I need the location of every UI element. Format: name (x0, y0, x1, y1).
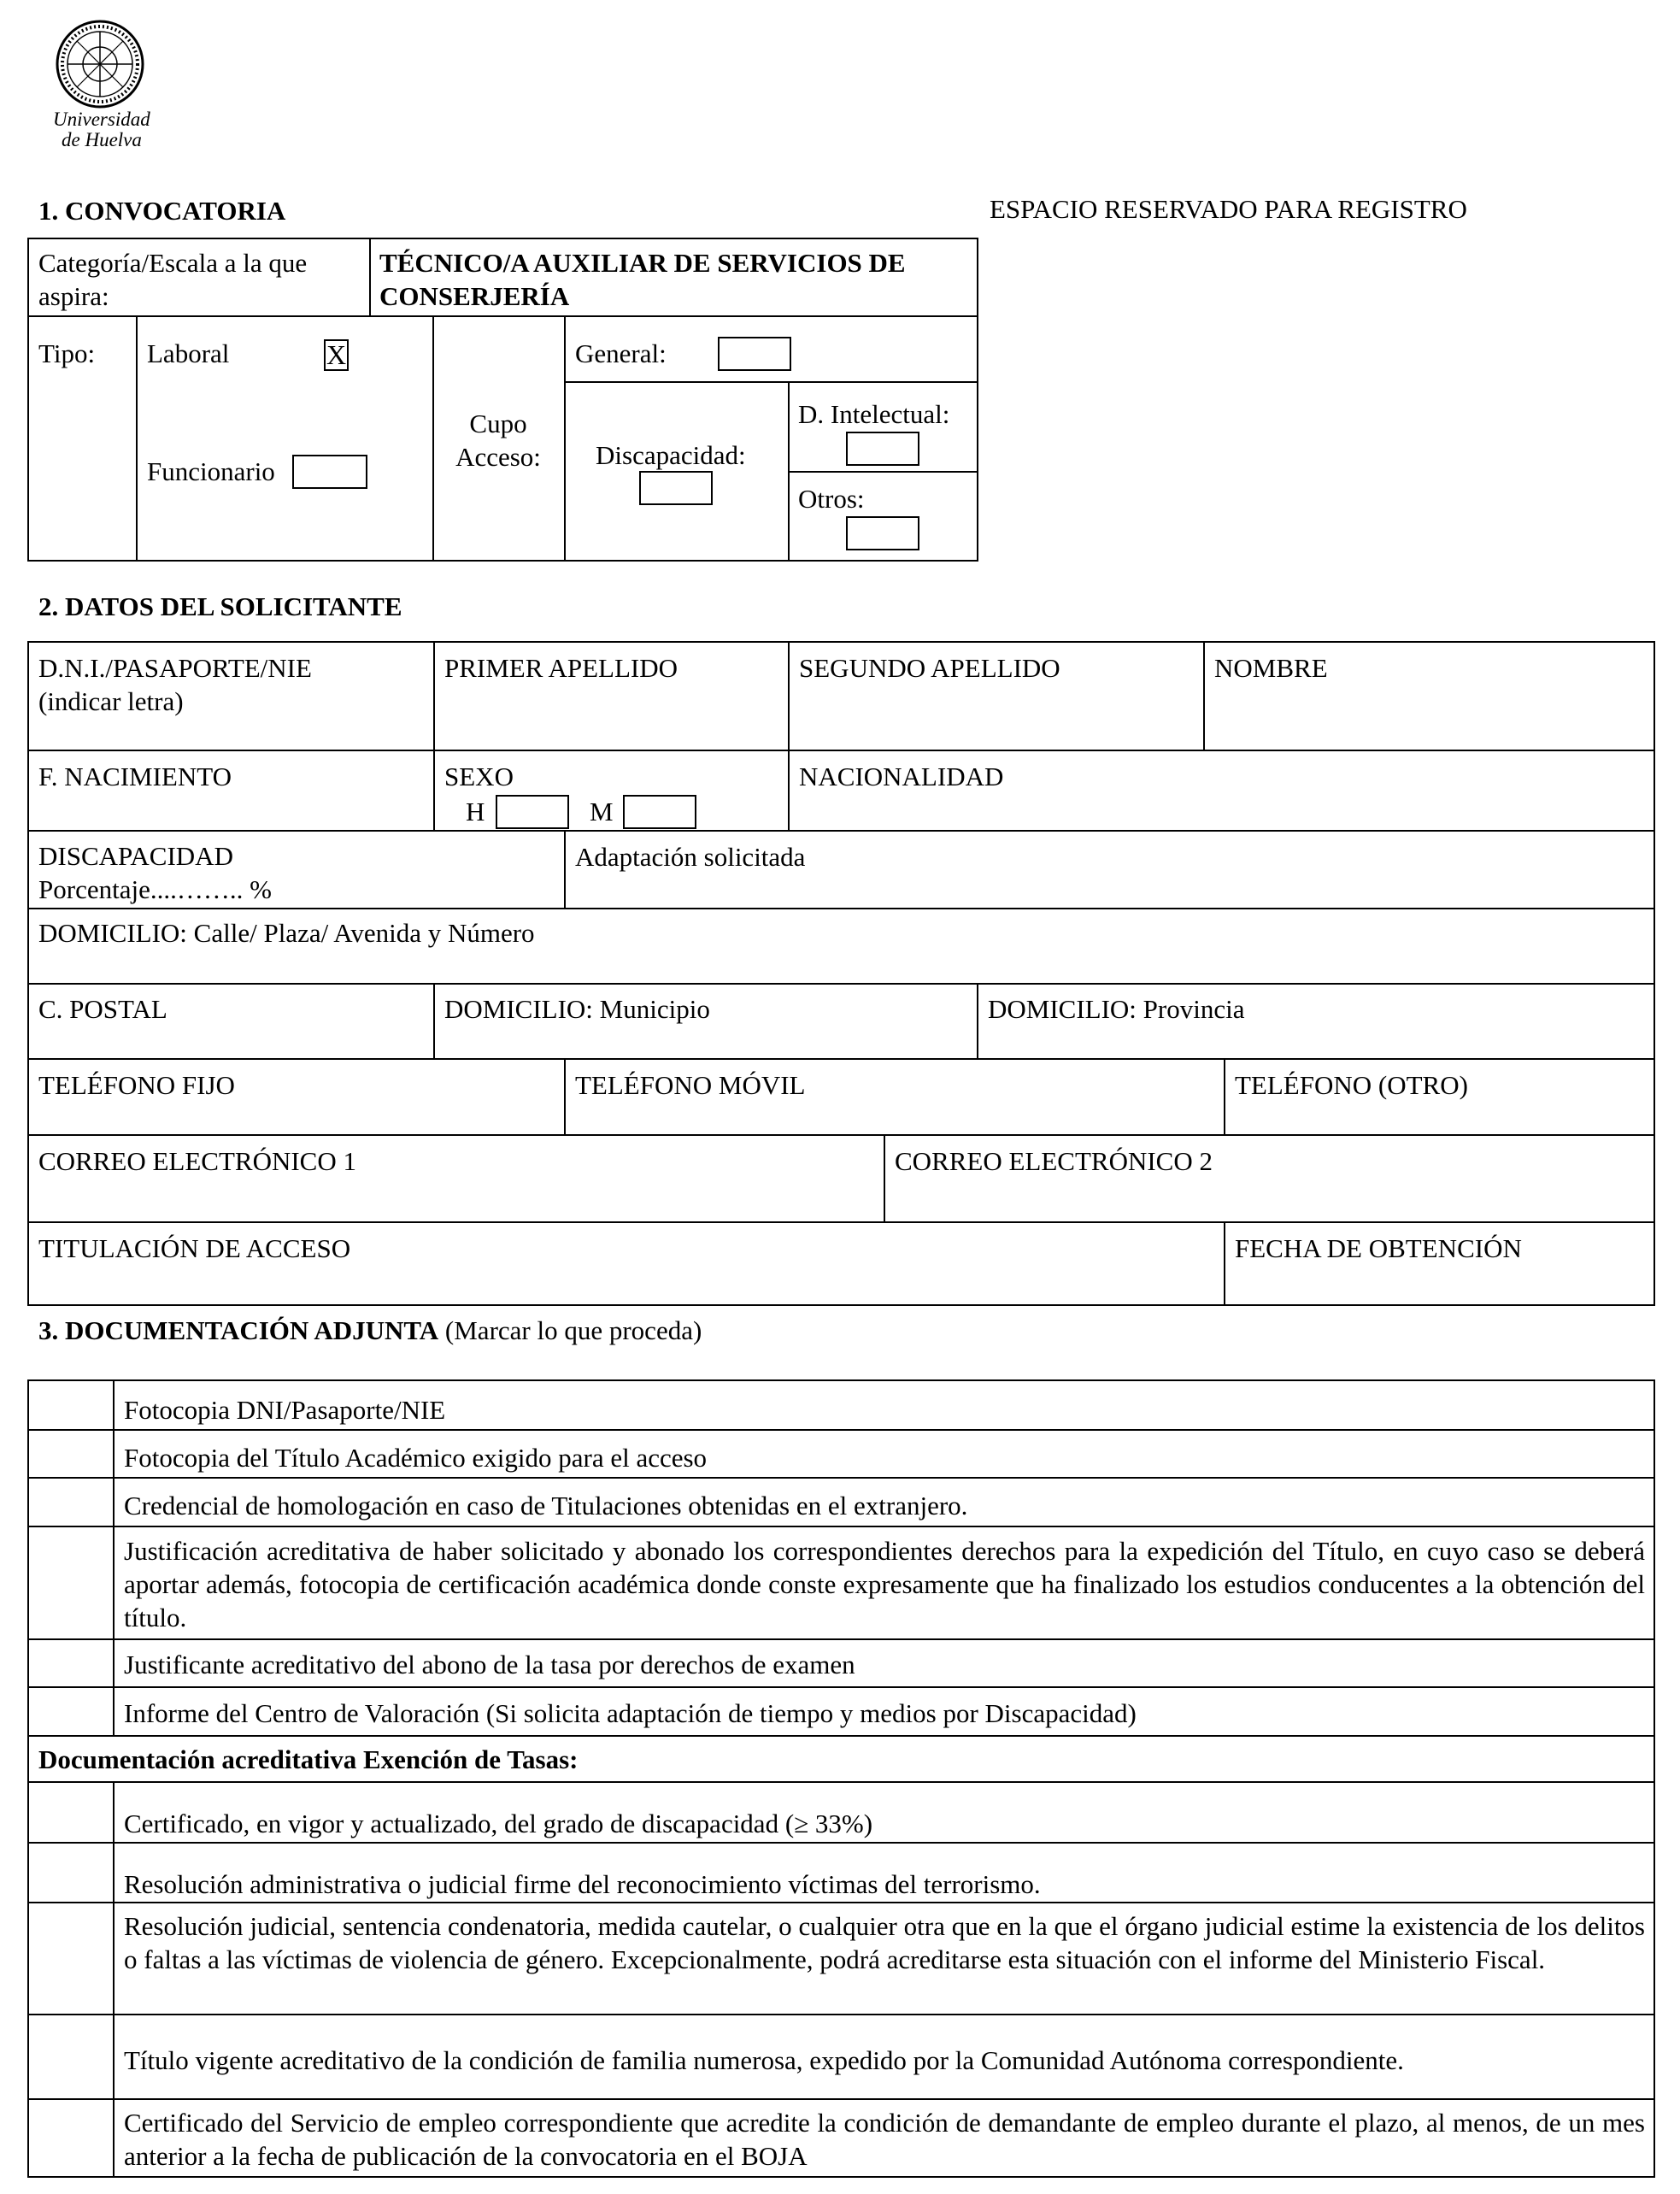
funcionario-label: Funcionario (147, 456, 275, 486)
doc-item-6: Informe del Centro de Valoración (Si solicita adaptación de tiempo y medios por Discapacidad) (124, 1698, 1137, 1728)
doc-checkbox-5[interactable] (29, 1640, 113, 1686)
section3-title-row (38, 1314, 702, 1348)
domicilio-calle-label: DOMICILIO: Calle/ Plaza/ Avenida y Número (38, 918, 535, 948)
exemption-item-2: Resolución administrativa o judicial firme del reconocimiento víctimas del terrorismo. (124, 1869, 1041, 1899)
section3-title-note: (Marcar lo que proceda) (444, 1315, 702, 1345)
exemption-item-1: Certificado, en vigor y actualizado, del grado de discapacidad (≥ 33%) (124, 1809, 873, 1838)
category-value-line2: CONSERJERÍA (379, 281, 570, 311)
telefono-otro-label: TELÉFONO (OTRO) (1235, 1070, 1468, 1100)
titulacion-label: TITULACIÓN DE ACCESO (38, 1233, 351, 1263)
doc-checkbox-4[interactable] (29, 1527, 113, 1638)
laboral-mark: X (326, 339, 347, 370)
exemption-checkbox-3[interactable] (29, 1903, 113, 2014)
nacionalidad-label: NACIONALIDAD (799, 762, 1004, 791)
exemption-item-4: Título vigente acreditativo de la condición de familia numerosa, expedido por la Comunidad Autónoma correspondiente. (124, 2045, 1404, 2075)
cupo-line2: Acceso: (455, 442, 541, 472)
laboral-checkbox[interactable] (324, 339, 349, 371)
doc-checkbox-6[interactable] (29, 1688, 113, 1735)
dni-label-line2: (indicar letra) (38, 686, 184, 716)
exemption-checkbox-2[interactable] (29, 1844, 113, 1902)
university-seal-icon (44, 17, 156, 111)
segundo-apellido-label: SEGUNDO APELLIDO (799, 653, 1060, 683)
doc-item-1: Fotocopia DNI/Pasaporte/NIE (124, 1395, 446, 1425)
general-label: General: (575, 338, 667, 368)
otros-label: Otros: (798, 484, 865, 514)
category-value-line1: TÉCNICO/A AUXILIAR DE SERVICIOS DE (379, 248, 906, 278)
d-intelectual-checkbox[interactable] (846, 432, 919, 466)
primer-apellido-label: PRIMER APELLIDO (444, 653, 678, 683)
funcionario-checkbox[interactable] (292, 455, 367, 489)
sexo-h-checkbox[interactable] (496, 795, 569, 829)
university-logo (44, 17, 156, 154)
doc-item-4: Justificación acreditativa de haber solicitado y abonado los correspondientes derechos para la expedición del Título, en cuyo caso se deberá aportar además, fotocopia de certificación académica donde conste expresamente que ha finalizado los estudios conducentes a la obtención del título. (124, 1536, 1645, 1632)
exemption-header: Documentación acreditativa Exención de Tasas: (38, 1744, 579, 1774)
doc-item-2: Fotocopia del Título Académico exigido para el acceso (124, 1443, 708, 1473)
doc-checkbox-3[interactable] (29, 1479, 113, 1526)
sexo-label: SEXO (444, 762, 514, 791)
doc-checkbox-1[interactable] (29, 1381, 113, 1429)
logo-line2: de Huelva (62, 129, 142, 150)
exemption-checkbox-5[interactable] (29, 2100, 113, 2178)
discapacidad-checkbox[interactable] (639, 471, 713, 505)
otros-checkbox[interactable] (846, 516, 919, 550)
fecha-obtencion-label: FECHA DE OBTENCIÓN (1235, 1233, 1522, 1263)
discapacidad-label-s2: DISCAPACIDAD (38, 841, 233, 871)
section1-title: 1. CONVOCATORIA (38, 196, 286, 226)
domicilio-municipio-label: DOMICILIO: Municipio (444, 994, 710, 1024)
telefono-fijo-label: TELÉFONO FIJO (38, 1070, 235, 1100)
doc-item-3: Credencial de homologación en caso de Titulaciones obtenidas en el extranjero. (124, 1491, 968, 1521)
sexo-m-checkbox[interactable] (623, 795, 696, 829)
exemption-checkbox-4[interactable] (29, 2015, 113, 2098)
correo1-label: CORREO ELECTRÓNICO 1 (38, 1146, 356, 1176)
register-space-label: ESPACIO RESERVADO PARA REGISTRO (990, 194, 1467, 224)
doc-checkbox-2[interactable] (29, 1431, 113, 1477)
logo-line1: Universidad (53, 109, 150, 130)
d-intelectual-label: D. Intelectual: (798, 399, 950, 429)
applicant-table (27, 641, 1655, 1306)
cupo-line1: Cupo (469, 409, 527, 438)
c-postal-label: C. POSTAL (38, 994, 167, 1024)
general-checkbox[interactable] (718, 337, 791, 371)
telefono-movil-label: TELÉFONO MÓVIL (575, 1070, 806, 1100)
adaptacion-label: Adaptación solicitada (575, 842, 806, 872)
section3-title: 3. DOCUMENTACIÓN ADJUNTA (38, 1315, 439, 1345)
type-label: Tipo: (38, 338, 96, 368)
exemption-item-3: Resolución judicial, sentencia condenatoria, medida cautelar, o cualquier otra que en la que el órgano judicial estime la existencia de los delitos o faltas a las víctimas de violencia de género. Excepcionalmente, podrá acreditarse esta situación con el informe del Ministerio Fiscal. (124, 1911, 1645, 1974)
category-label: Categoría/Escala a la que aspira: (38, 248, 308, 311)
nombre-label: NOMBRE (1214, 653, 1328, 683)
f-nacimiento-label: F. NACIMIENTO (38, 762, 232, 791)
porcentaje-label: Porcentaje....…….. % (38, 874, 272, 904)
domicilio-provincia-label: DOMICILIO: Provincia (988, 994, 1245, 1024)
sexo-h-label: H (466, 797, 485, 826)
dni-label-line1: D.N.I./PASAPORTE/NIE (38, 653, 312, 683)
discapacidad-label: Discapacidad: (596, 440, 746, 470)
sexo-m-label: M (590, 797, 614, 826)
exemption-item-5: Certificado del Servicio de empleo correspondiente que acredite la condición de demandante de empleo durante el plazo, al menos, de un mes anterior a la fecha de publicación de la convocatoria en el BOJA (124, 2108, 1645, 2171)
exemption-checkbox-1[interactable] (29, 1783, 113, 1842)
doc-item-5: Justificante acreditativo del abono de la tasa por derechos de examen (124, 1650, 855, 1679)
laboral-label: Laboral (147, 338, 230, 368)
section2-title: 2. DATOS DEL SOLICITANTE (38, 591, 402, 621)
correo2-label: CORREO ELECTRÓNICO 2 (895, 1146, 1213, 1176)
